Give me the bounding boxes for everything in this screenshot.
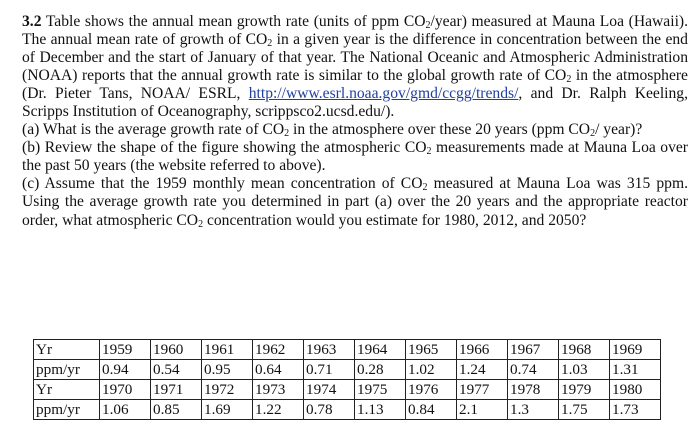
part-c	[22, 175, 688, 229]
part-a-text: in the atmosphere over these 20 years (ppm CO	[289, 121, 591, 139]
part-c-text: (c) Assume that the 1959 monthly mean concentration of CO	[22, 175, 423, 193]
table-cell: 0.94	[100, 360, 151, 380]
row-header: ppm/yr	[34, 360, 100, 380]
part-b-text: measurements made at Mauna Loa over the past 50 years (the website referred to above).	[22, 139, 688, 175]
subscript: 2	[426, 146, 432, 158]
table-cell: 1.03	[559, 360, 610, 380]
growth-rate-table	[33, 339, 661, 420]
table-cell: 1966	[457, 340, 508, 360]
table-cell: 1.02	[406, 360, 457, 380]
table-cell: 0.85	[151, 400, 202, 420]
table-cell: 1959	[100, 340, 151, 360]
noaa-trends-link[interactable]: http://www.esrl.noaa.gov/gmd/ccgg/trends/	[248, 85, 519, 103]
table-cell: 1980	[610, 380, 661, 400]
table-cell: 1.06	[100, 400, 151, 420]
intro-text: in the atmosphere (Dr. Pieter Tans, NOAA/ ESRL,	[22, 67, 688, 103]
part-b	[22, 139, 688, 175]
table-row	[34, 340, 661, 360]
table-row	[34, 400, 661, 420]
intro-text: /year) measured at Mauna Loa (Hawaii). The annual mean rate of growth of CO	[22, 13, 688, 49]
table-cell: 1964	[355, 340, 406, 360]
part-a-text: (a) What is the average growth rate of CO	[22, 121, 285, 139]
table-cell: 1969	[610, 340, 661, 360]
subscript: 2	[284, 128, 290, 140]
row-header: Yr	[34, 340, 100, 360]
table-cell: 0.28	[355, 360, 406, 380]
subscript: 2	[425, 20, 431, 31]
table-cell: 1971	[151, 380, 202, 400]
intro-text: in a given year is the difference in concentration between the end of December and the start of January of that year. The National Oceanic and Atmospheric Administration (NOAA) reports that the annual growth rate is similar to the global growth rate of CO	[22, 31, 688, 85]
row-header: Yr	[34, 380, 100, 400]
table-cell: 0.84	[406, 400, 457, 420]
row-header: ppm/yr	[34, 400, 100, 420]
intro-text: , and Dr. Ralph Keeling, Scripps Institution of Oceanography, scrippsco2.ucsd.edu/).	[22, 85, 688, 121]
table-cell: 0.71	[304, 360, 355, 380]
table-cell: 1.3	[508, 400, 559, 420]
table-cell: 1960	[151, 340, 202, 360]
table-cell: 1.69	[202, 400, 253, 420]
table-cell: 1978	[508, 380, 559, 400]
table-row	[34, 360, 661, 380]
table-cell: 1968	[559, 340, 610, 360]
part-c-text: measured at Mauna Loa was 315 ppm. Using the average growth rate you determined in part (a) over the 20 years and the appropriate reactor order, what atmospheric CO	[22, 175, 688, 229]
subscript: 2	[267, 38, 273, 50]
table-cell: 0.78	[304, 400, 355, 420]
table-cell: 1.75	[559, 400, 610, 420]
table-cell: 0.54	[151, 360, 202, 380]
table-cell: 1977	[457, 380, 508, 400]
table-cell: 1.31	[610, 360, 661, 380]
problem-intro	[22, 13, 688, 121]
table-cell: 1.73	[610, 400, 661, 420]
subscript: 2	[422, 182, 428, 194]
table-cell: 1.24	[457, 360, 508, 380]
part-a-text: / year)?	[595, 121, 643, 139]
table-cell: 1962	[253, 340, 304, 360]
table-cell: 1967	[508, 340, 559, 360]
table-cell: 1973	[253, 380, 304, 400]
table-cell: 1976	[406, 380, 457, 400]
subscript: 2	[566, 74, 572, 86]
subscript: 2	[590, 128, 596, 140]
table-cell: 1.22	[253, 400, 304, 420]
table-cell: 1972	[202, 380, 253, 400]
table-cell: 1974	[304, 380, 355, 400]
table-cell: 0.64	[253, 360, 304, 380]
table-cell: 1975	[355, 380, 406, 400]
problem-text	[22, 13, 688, 230]
table-cell: 1965	[406, 340, 457, 360]
table-cell: 1963	[304, 340, 355, 360]
table-cell: 0.95	[202, 360, 253, 380]
table-row	[34, 380, 661, 400]
part-c-text: concentration would you estimate for 1980, 2012, and 2050?	[203, 211, 587, 229]
table-cell: 2.1	[457, 400, 508, 420]
problem-number: 3.2	[22, 13, 42, 30]
table-cell: 0.74	[508, 360, 559, 380]
part-b-text: (b) Review the shape of the figure showing the atmospheric CO	[22, 139, 427, 157]
table-cell: 1970	[100, 380, 151, 400]
table-cell: 1.13	[355, 400, 406, 420]
table-cell: 1979	[559, 380, 610, 400]
table-cell: 1961	[202, 340, 253, 360]
intro-text: Table shows the annual mean growth rate (units of ppm CO	[45, 13, 426, 30]
subscript: 2	[198, 218, 204, 230]
part-a	[22, 121, 688, 139]
